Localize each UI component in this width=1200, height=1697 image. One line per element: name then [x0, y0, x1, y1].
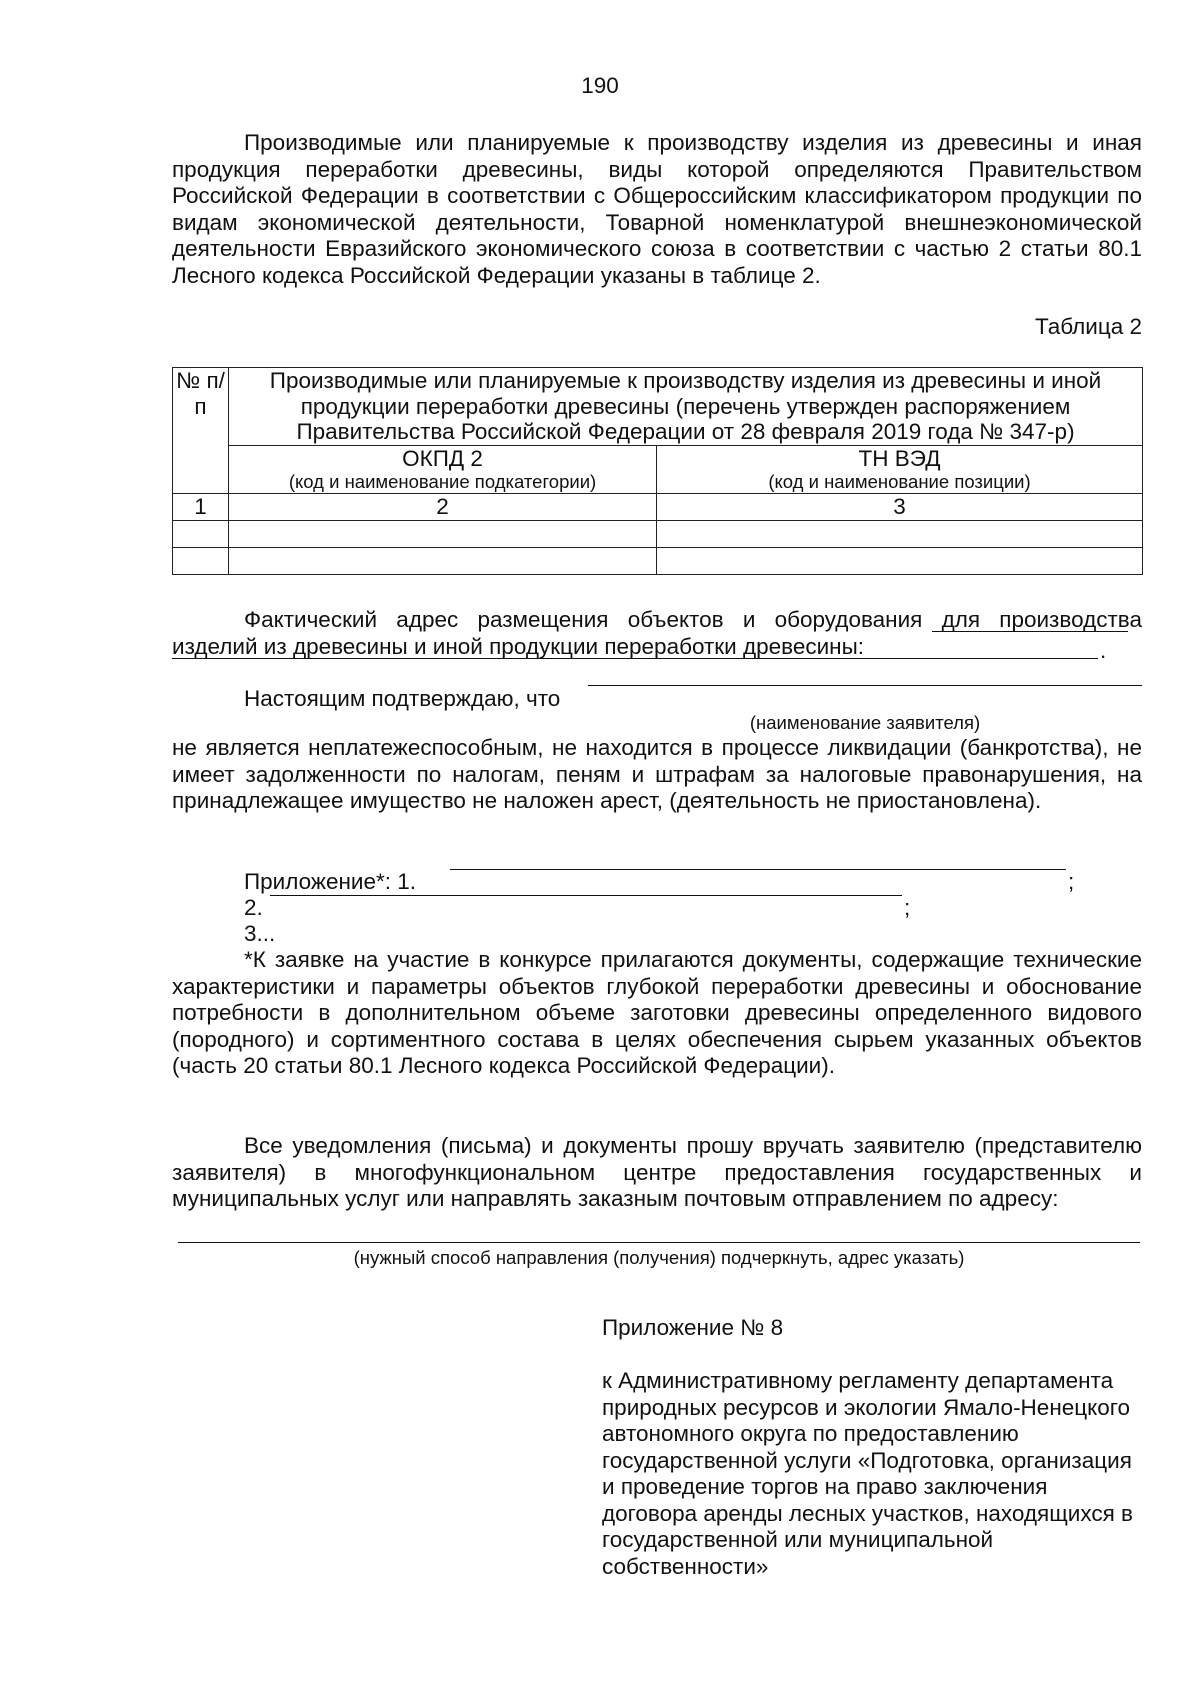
applicant-name-blank[interactable] — [588, 685, 1142, 686]
table-cell[interactable] — [229, 520, 657, 547]
address-blank-1[interactable] — [932, 631, 1128, 632]
attachment-item2-end: ; — [904, 895, 911, 920]
notify-address-blank[interactable] — [178, 1242, 1140, 1243]
table-cell[interactable] — [657, 520, 1143, 547]
tnved-header-cell — [657, 445, 1143, 494]
table-row — [173, 547, 1143, 574]
numbering-cell-2: 2 — [229, 494, 657, 521]
intro-paragraph: Производимые или планируемые к производству изделия из древесины и иная продукция переработки древесины, виды которой определяются Правительством Российской Федерации в соответствии с Общероссийским классификатором продукции по видам экономической деятельности, Товарной номенклатурой внешнеэкономической деятельности Евразийского экономического союза в соответствии с частью 2 статьи 80.1 Лесного кодекса Российской Федерации указаны в таблице 2. — [172, 130, 1142, 288]
attachment-item3: 3... — [244, 921, 276, 946]
okpd-header-cell — [229, 445, 657, 494]
attachment-item1-end: ; — [1068, 869, 1075, 894]
page-number: 190 — [581, 73, 619, 98]
table-caption: Таблица 2 — [1035, 314, 1142, 339]
table-cell[interactable] — [657, 547, 1143, 574]
address-text: Фактический адрес размещения объектов и оборудования для производства изделий из древесины и иной продукции переработки древесины: — [172, 607, 1142, 659]
footnote-paragraph: *К заявке на участие в конкурсе прилагаются документы, содержащие технические характеристики и параметры объектов глубокой переработки древесины и обоснование потребности в дополнительном объеме заготовки древесины определенного видового (породного) и сортиментного состава в целях обеспечения сырьем указанных объектов (часть 20 статьи 80.1 Лесного кодекса Российской Федерации). — [172, 947, 1142, 1078]
table-cell[interactable] — [173, 520, 229, 547]
attachment-blank-2[interactable] — [270, 895, 902, 896]
okpd-subheader: (код и наименование подкатегории) — [288, 471, 597, 492]
col-number-header: № п/п — [173, 368, 229, 494]
tnved-subheader: (код и наименование позиции) — [768, 471, 1031, 492]
attachment-blank-1[interactable] — [450, 869, 1066, 870]
appendix-text: к Административному регламенту департамента природных ресурсов и экологии Ямало-Ненецкого автономного округа по предоставлению государственной услуги «Подготовка, организация и проведение торгов на право заключения договора аренды лесных участков, находящихся в государственной или муниципальной собственности» — [602, 1368, 1133, 1579]
table-cell[interactable] — [173, 547, 229, 574]
address-end: . — [1100, 638, 1107, 663]
notify-caption: (нужный способ направления (получения) подчеркнуть, адрес указать) — [353, 1247, 965, 1268]
products-table — [172, 367, 1143, 575]
table-subheader-row — [173, 445, 1143, 494]
address-blank-2[interactable] — [172, 658, 1098, 659]
appendix-title: Приложение № 8 — [602, 1315, 784, 1340]
products-main-header: Производимые или планируемые к производству изделия из древесины и иной продукции переработки древесины (перечень утвержден распоряжением Правительства Российской Федерации от 28 февраля 2019 года № 347-р) — [229, 368, 1143, 446]
table-cell[interactable] — [229, 547, 657, 574]
notify-paragraph: Все уведомления (письма) и документы прошу вручать заявителю (представителю заявителя) в многофункциональном центре предоставления государственных и муниципальных услуг или направлять заказным почтовым отправлением по адресу: — [172, 1133, 1142, 1211]
address-paragraph — [172, 607, 1142, 660]
tnved-header: ТН ВЭД — [858, 445, 941, 471]
attachment-label: Приложение*: 1. — [244, 869, 416, 894]
confirm-prefix: Настоящим подтверждаю, что — [244, 686, 561, 711]
numbering-cell-3: 3 — [657, 494, 1143, 521]
table-row — [173, 520, 1143, 547]
applicant-name-caption: (наименование заявителя) — [749, 712, 981, 733]
table-numbering-row — [173, 494, 1143, 521]
attachment-item2: 2. — [244, 895, 263, 920]
numbering-cell-1: 1 — [173, 494, 229, 521]
confirm-paragraph: не является неплатежеспособным, не находится в процессе ликвидации (банкротства), не имеет задолженности по налогам, пеням и штрафам за налоговые правонарушения, на принадлежащее имущество не наложен арест, (деятельность не приостановлена). — [172, 735, 1142, 813]
table-header-row — [173, 368, 1143, 446]
okpd-header: ОКПД 2 — [402, 445, 483, 471]
